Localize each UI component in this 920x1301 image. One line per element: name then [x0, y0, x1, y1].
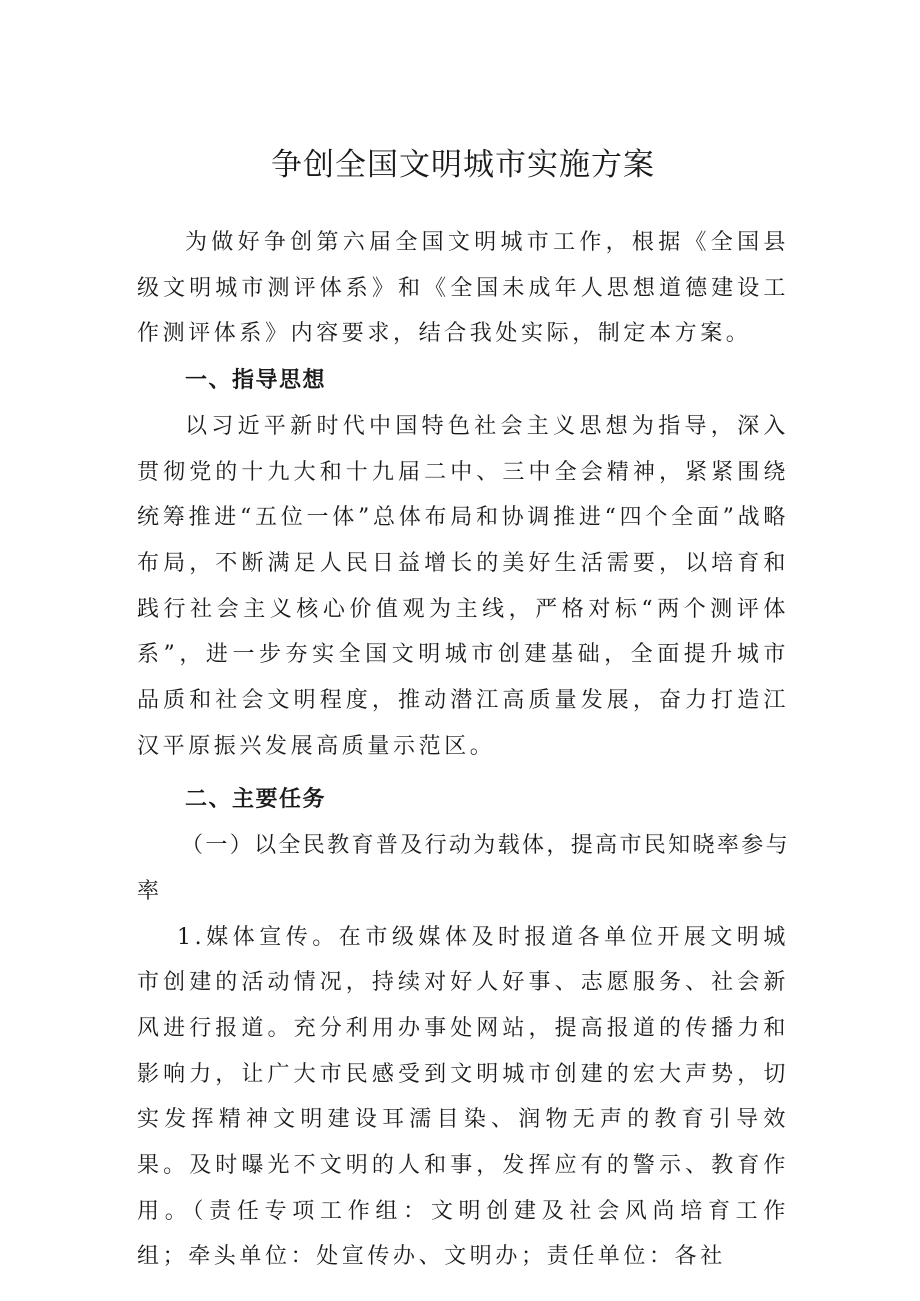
section-heading-guiding-ideology: 一、指导思想	[185, 368, 327, 394]
guiding-ideology-paragraph: 以习近平新时代中国特色社会主义思想为指导，深入贯彻党的十九大和十九届二中、三中全会精神，紧紧围绕统筹推进“五位一体”总体布局和协调推进“四个全面”战略布局，不断满足人民日益增长的美好生活需要，以培育和践行社会主义核心价值观为主线，严格对标“两个测评体系”，进一步夯实全国文明城市创建基础，全面提升城市品质和社会文明程度，推动潜江高质量发展，奋力打造江汉平原振兴发展高质量示范区。	[137, 413, 789, 759]
intro-paragraph: 为做好争创第六届全国文明城市工作，根据《全国县级文明城市测评体系》和《全国未成年人思想道德建设工作测评体系》内容要求，结合我处实际，制定本方案。	[137, 230, 789, 347]
document-title: 争创全国文明城市实施方案	[271, 147, 655, 183]
section-heading-main-tasks: 二、主要任务	[185, 787, 327, 813]
document-body	[137, 220, 789, 1280]
subsection-heading-education: （一）以全民教育普及行动为载体，提高市民知晓率参与率	[137, 833, 789, 904]
item-media-publicity: 1.媒体宣传。在市级媒体及时报道各单位开展文明城市创建的活动情况，持续对好人好事、志愿服务、社会新风进行报道。充分利用办事处网站，提高报道的传播力和影响力，让广大市民感受到文明城市创建的宏大声势，切实发挥精神文明建设耳濡目染、润物无声的教育引导效果。及时曝光不文明的人和事，发挥应有的警示、教育作用。（责任专项工作组：文明创建及社会风尚培育工作组；牵头单位：处宣传办、文明办；责任单位：各社	[137, 924, 789, 1270]
